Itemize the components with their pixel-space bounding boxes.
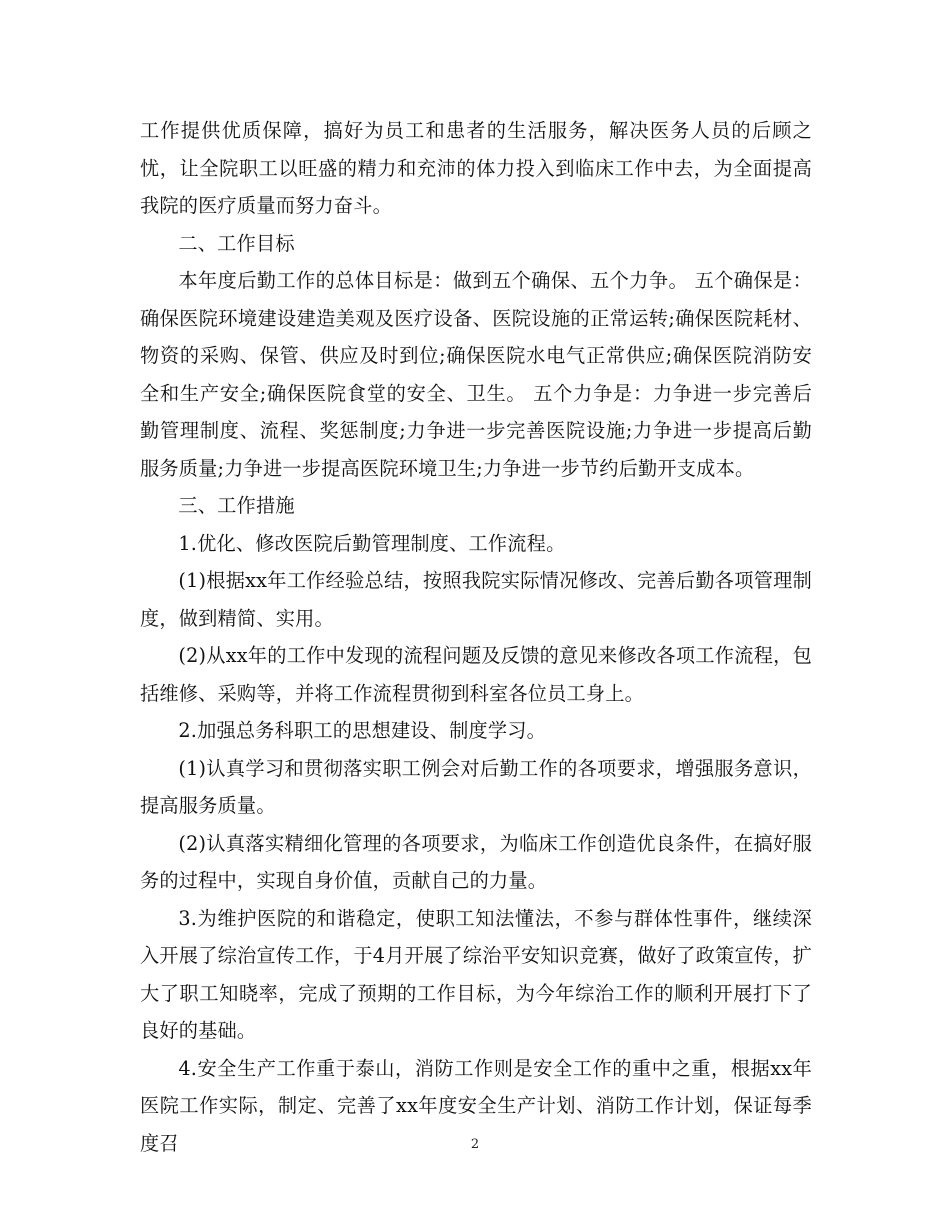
item-4-safety: 4.安全生产工作重于泰山，消防工作则是安全工作的重中之重，根据xx年医院工作实际，制定、完善了xx年度安全生产计划、消防工作计划，保证每季度召 [140,1056,812,1155]
page-number: 2 [470,1137,480,1152]
paragraph-intro-continuation: 工作提供优质保障，搞好为员工和患者的生活服务，解决医务人员的后顾之忧，让全院职工以旺盛的精力和充沛的体力投入到临床工作中去，为全面提高我院的医疗质量而努力奋斗。 [140,119,812,217]
paragraph-work-goals: 本年度后勤工作的总体目标是：做到五个确保、五个力争。 五个确保是：确保医院环境建设建造美观及医疗设备、医院设施的正常运转;确保医院耗材、物资的采购、保管、供应及时到位;确保医院水电气正常供应;确保医院消防安全和生产安全;确保医院食堂的安全、卫生。 五个力争是：力争进一步完善后勤管理制度、流程、奖惩制度;力争进一步完善医院设施;力争进一步提高后勤服务质量;力争进一步提高医院环境卫生;力争进一步节约后勤开支成本。 [140,269,812,480]
item-2-sub-1: (1)认真学习和贯彻落实职工例会对后勤工作的各项要求，增强服务意识，提高服务质量。 [140,756,812,817]
heading-work-measures: 三、工作措施 [178,494,295,517]
document-body [140,112,812,1162]
item-1-optimize-rules: 1.优化、修改医院后勤管理制度、工作流程。 [178,531,566,555]
item-3-publicity: 3.为维护医院的和谐稳定，使职工知法懂法，不参与群体性事件，继续深入开展了综治宣传工作，于4月开展了综治平安知识竞赛，做好了政策宣传，扩大了职工知晓率，完成了预期的工作目标，为今年综治工作的顺利开展打下了良好的基础。 [140,906,812,1042]
item-2-staff-training: 2.加强总务科职工的思想建设、制度学习。 [178,719,547,742]
item-1-sub-1: (1)根据xx年工作经验总结，按照我院实际情况修改、完善后勤各项管理制度，做到精简、实用。 [140,569,812,630]
item-2-sub-2: (2)认真落实精细化管理的各项要求，为临床工作创造优良条件，在搞好服务的过程中，实现自身价值，贡献自己的力量。 [140,831,812,892]
item-1-sub-2: (2)从xx年的工作中发现的流程问题及反馈的意见来修改各项工作流程，包括维修、采购等，并将工作流程贯彻到科室各位员工身上。 [140,644,812,705]
heading-work-goals: 二、工作目标 [178,231,295,255]
